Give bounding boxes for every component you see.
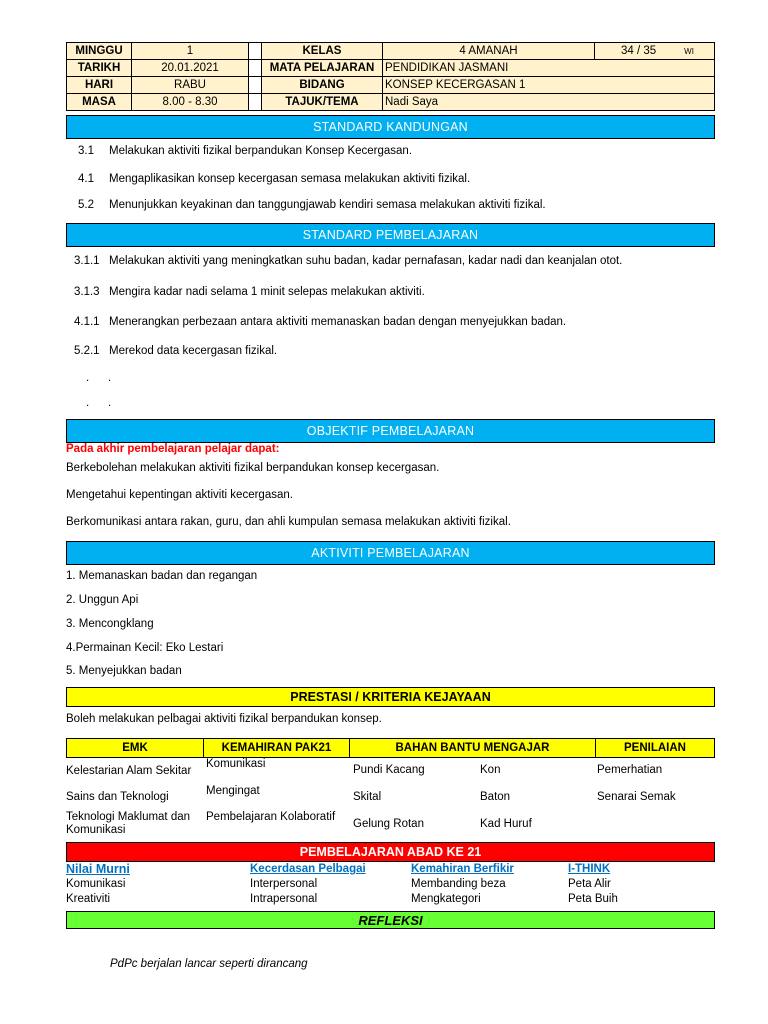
tarikh-label: TARIKH (66, 59, 132, 77)
kemahiran-berfikir-link[interactable]: Kemahiran Berfikir (411, 863, 514, 875)
emk-item: Kelestarian Alam Sekitar (66, 765, 192, 777)
masa-label: MASA (66, 93, 132, 111)
ithink-item: Peta Buih (568, 893, 618, 905)
pak21-header: KEMAHIRAN PAK21 (203, 738, 350, 758)
sp-num: 3.1.1 (74, 255, 100, 267)
pak21-item: Komunikasi (206, 758, 266, 770)
nilai-murni-link[interactable]: Nilai Murni (66, 862, 130, 876)
bahan-item: Kad Huruf (480, 818, 532, 830)
sp-text: Mengira kadar nadi selama 1 minit selepas melakukan aktiviti. (109, 286, 425, 298)
hari-value: RABU (131, 76, 249, 94)
pak21-item: Mengingat (206, 785, 260, 797)
penilaian-item: Senarai Semak (597, 791, 676, 803)
sk-num: 4.1 (78, 173, 94, 185)
kelas-count-cell (594, 42, 715, 60)
tajuk-value: Nadi Saya (382, 93, 715, 111)
objektif-item: Berkebolehan melakukan aktiviti fizikal berpandukan konsep kecergasan. (66, 462, 440, 474)
bahan-item: Baton (480, 791, 511, 803)
kecerdasan-item: Intrapersonal (250, 893, 318, 905)
spacer-cell (248, 76, 262, 94)
sk-num: 5.2 (78, 199, 94, 211)
aktiviti-item: 3. Mencongklang (66, 618, 154, 630)
sp-num: . (86, 397, 90, 409)
minggu-label: MINGGU (66, 42, 132, 60)
spacer-cell (248, 59, 262, 77)
sk-text: Melakukan aktiviti fizikal berpandukan Konsep Kecergasan. (109, 145, 413, 157)
sp-text: . (108, 397, 112, 409)
kecerdasan-link[interactable]: Kecerdasan Pelbagai (250, 863, 366, 875)
sk-num: 3.1 (78, 145, 94, 157)
pak21-item: Pembelajaran Kolaboratif (206, 811, 336, 823)
refleksi-header: REFLEKSI (66, 911, 715, 929)
sp-num: . (86, 372, 90, 384)
sp-text: Menerangkan perbezaan antara aktiviti memanaskan badan dengan menyejukkan badan. (109, 316, 567, 328)
kelas-label: KELAS (261, 42, 383, 60)
mapel-label: MATA PELAJARAN (261, 59, 383, 77)
emk-item: Sains dan Teknologi (66, 791, 169, 803)
abad21-header: PEMBELAJARAN ABAD KE 21 (66, 842, 715, 862)
bahan-item: Pundi Kacang (353, 764, 425, 776)
kemahiran-berfikir-item: Membanding beza (411, 878, 506, 890)
ithink-item: Peta Alir (568, 878, 611, 890)
bidang-value: KONSEP KECERGASAN 1 (382, 76, 715, 94)
sp-num: 5.2.1 (74, 345, 100, 357)
aktiviti-item: 4.Permainan Kecil: Eko Lestari (66, 642, 224, 654)
kemahiran-berfikir-item: Mengkategori (411, 893, 481, 905)
kecerdasan-item: Interpersonal (250, 878, 318, 890)
aktiviti-item: 2. Unggun Api (66, 594, 139, 606)
tajuk-label: TAJUK/TEMA (261, 93, 383, 111)
bidang-label: BIDANG (261, 76, 383, 94)
spacer-cell (248, 93, 262, 111)
sp-text: Melakukan aktiviti yang meningkatkan suhu badan, kadar pernafasan, kadar nadi dan keanjalan otot. (109, 255, 623, 267)
mapel-value: PENDIDIKAN JASMANI (382, 59, 715, 77)
bahan-item: Gelung Rotan (353, 818, 424, 830)
penilaian-item: Pemerhatian (597, 764, 663, 776)
bahan-header: BAHAN BANTU MENGAJAR (349, 738, 596, 758)
prestasi-header: PRESTASI / KRITERIA KEJAYAAN (66, 687, 715, 707)
nilai-murni-item: Kreativiti (66, 893, 111, 905)
sp-text: Merekod data kecergasan fizikal. (109, 345, 278, 357)
penilaian-header: PENILAIAN (595, 738, 715, 758)
aktiviti-item: 1. Memanaskan badan dan regangan (66, 570, 258, 582)
kelas-value: 4 AMANAH (382, 42, 595, 60)
aktiviti-header: AKTIVITI PEMBELAJARAN (66, 541, 715, 565)
objektif-item: Mengetahui kepentingan aktiviti kecergasan. (66, 489, 293, 501)
objektif-item: Berkomunikasi antara rakan, guru, dan ahli kumpulan semasa melakukan aktiviti fizikal. (66, 516, 511, 528)
tarikh-value: 20.01.2021 (131, 59, 249, 77)
standard-kandungan-header: STANDARD KANDUNGAN (66, 115, 715, 139)
emk-item: Komunikasi (66, 824, 126, 836)
masa-value: 8.00 - 8.30 (131, 93, 249, 111)
refleksi-text: PdPc berjalan lancar seperti dirancang (110, 958, 308, 970)
nilai-murni-item: Komunikasi (66, 878, 126, 890)
sk-text: Mengaplikasikan konsep kecergasan semasa melakukan aktiviti fizikal. (109, 173, 471, 185)
aktiviti-item: 5. Menyejukkan badan (66, 665, 182, 677)
sp-text: . (108, 372, 112, 384)
objektif-intro: Pada akhir pembelajaran pelajar dapat: (66, 443, 280, 455)
hari-label: HARI (66, 76, 132, 94)
bahan-item: Kon (480, 764, 501, 776)
prestasi-text: Boleh melakukan pelbagai aktiviti fizikal berpandukan konsep. (66, 713, 382, 725)
emk-header: EMK (66, 738, 204, 758)
sk-text: Menunjukkan keyakinan dan tanggungjawab kendiri semasa melakukan aktiviti fizikal. (109, 199, 546, 211)
kelas-count: 34 / 35 (621, 45, 657, 57)
objektif-header: OBJEKTIF PEMBELAJARAN (66, 419, 715, 443)
emk-item: Teknologi Maklumat dan (66, 811, 191, 823)
bahan-item: Skital (353, 791, 382, 803)
sp-num: 4.1.1 (74, 316, 100, 328)
ithink-link[interactable]: I-THINK (568, 863, 611, 875)
standard-pembelajaran-header: STANDARD PEMBELAJARAN (66, 223, 715, 247)
minggu-value: 1 (131, 42, 249, 60)
kelas-note: WI (684, 46, 694, 56)
sp-num: 3.1.3 (74, 286, 100, 298)
spacer-cell (248, 42, 262, 60)
